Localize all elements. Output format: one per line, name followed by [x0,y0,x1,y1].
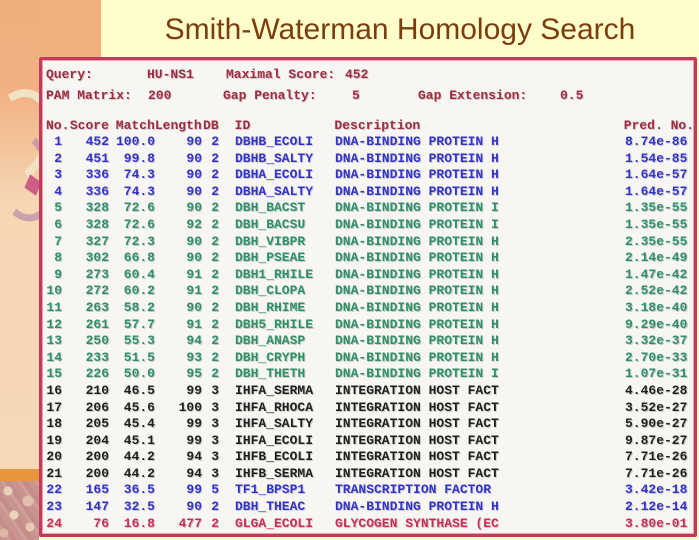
cell-match: 72.6 [123,200,155,216]
header-cell-pred: Pred. No. [623,118,694,133]
cell-pred: 5.90e-27 [625,416,688,432]
cell-score: 302 [85,250,109,266]
cell-desc: TRANSCRIPTION FACTOR [335,482,492,498]
cell-match: 45.4 [123,416,155,432]
cell-db: 2 [211,499,219,515]
cell-db: 2 [211,167,219,183]
cell-match: 16.8 [123,515,155,531]
table-row [46,184,694,201]
page-title: Smith-Waterman Homology Search [164,13,636,46]
cell-length: 92 [186,216,202,232]
cell-desc: DNA-BINDING PROTEIN H [335,183,499,199]
cell-desc: INTEGRATION HOST FACT [335,416,499,432]
cell-score: 452 [85,134,109,149]
cell-pred: 1.64e-57 [625,183,688,199]
cell-db: 2 [211,515,219,531]
cell-id: IHFB_ECOLI [235,449,314,465]
cell-id: GLGA_ECOLI [235,515,314,531]
cell-id: DBH_BACSU [235,216,306,232]
cell-length: 91 [186,266,202,282]
cell-desc: DNA-BINDING PROTEIN H [335,233,499,249]
left-decor-band [0,0,39,540]
cell-pred: 8.74e-86 [625,134,688,149]
header-cell-desc: Description [334,118,421,133]
cell-score: 336 [85,183,109,199]
cell-no: 19 [46,432,62,448]
cell-desc: INTEGRATION HOST FACT [335,432,499,448]
cell-score: 204 [85,432,109,448]
cell-length: 99 [186,382,202,398]
cell-score: 328 [85,200,109,216]
table-row [46,466,694,483]
query-value: HU-NS1 [147,67,194,82]
params-line [46,85,694,106]
cell-desc: DNA-BINDING PROTEIN H [335,333,499,349]
cell-length: 99 [186,432,202,448]
cell-id: DBHA_SALTY [235,183,314,199]
cell-desc: INTEGRATION HOST FACT [335,465,499,481]
cell-db: 5 [211,482,219,498]
cell-pred: 3.18e-40 [625,299,688,315]
cell-pred: 1.35e-55 [625,216,688,232]
cell-length: 99 [186,482,202,498]
cell-score: 200 [85,449,109,465]
cell-desc: DNA-BINDING PROTEIN I [335,200,499,216]
cell-id: IHFA_ECOLI [235,432,314,448]
cell-score: 328 [85,216,109,232]
cell-id: DBH_RHIME [235,299,306,315]
table-header-row [46,117,694,134]
cell-no: 12 [46,316,62,332]
cell-no: 22 [46,482,62,498]
cell-length: 91 [186,283,202,299]
cell-db: 3 [211,399,219,415]
cell-length: 90 [186,134,202,149]
cell-score: 263 [85,299,109,315]
cell-match: 74.3 [123,167,155,183]
cell-db: 2 [211,283,219,299]
cell-no: 13 [46,333,62,349]
cell-length: 93 [186,349,202,365]
table-row [46,250,694,267]
table-row [46,217,694,234]
results-panel [39,57,697,537]
cell-no: 17 [46,399,62,415]
table-row [46,449,694,466]
cell-desc: INTEGRATION HOST FACT [335,449,499,465]
cell-db: 2 [211,183,219,199]
cell-no: 15 [46,366,62,382]
cell-desc: DNA-BINDING PROTEIN H [335,167,499,183]
cell-pred: 2.70e-33 [625,349,688,365]
cell-id: DBH_PSEAE [235,250,306,266]
cell-id: DBH_VIBPR [235,233,306,249]
cell-db: 2 [211,233,219,249]
cell-pred: 1.07e-31 [625,366,688,382]
cell-pred: 1.64e-57 [625,167,688,183]
cell-no: 11 [46,299,62,315]
cell-no: 10 [46,283,62,299]
cell-match: 32.5 [123,499,155,515]
cell-pred: 1.35e-55 [625,200,688,216]
table-row [46,200,694,217]
cell-desc: GLYCOGEN SYNTHASE (EC [335,515,499,531]
cell-desc: DNA-BINDING PROTEIN H [335,283,499,299]
cell-db: 2 [211,349,219,365]
cell-no: 5 [54,200,62,216]
cell-score: 76 [93,515,109,531]
cell-db: 2 [211,366,219,382]
cell-length: 91 [186,316,202,332]
cell-id: DBH_THEAC [235,499,306,515]
cell-db: 3 [211,416,219,432]
cell-pred: 7.71e-26 [625,449,688,465]
cell-desc: DNA-BINDING PROTEIN H [335,299,499,315]
cell-match: 99.8 [123,150,155,166]
cell-desc: INTEGRATION HOST FACT [335,399,499,415]
cell-no: 8 [54,250,62,266]
cell-id: DBHB_ECOLI [235,134,314,149]
cell-score: 147 [85,499,109,515]
cell-pred: 3.42e-18 [625,482,688,498]
cell-id: DBHB_SALTY [235,150,314,166]
table-row [46,499,694,516]
pam-label: PAM Matrix: [46,88,132,103]
cell-match: 60.4 [123,266,155,282]
cell-id: DBH_BACST [235,200,306,216]
cell-length: 90 [186,200,202,216]
cell-match: 44.2 [123,449,155,465]
cell-no: 18 [46,416,62,432]
cell-db: 2 [211,200,219,216]
cell-length: 94 [186,465,202,481]
cell-desc: INTEGRATION HOST FACT [335,382,499,398]
query-line [46,64,694,85]
max-score-label: Maximal Score: [226,67,336,82]
cell-pred: 3.80e-01 [625,515,688,531]
cell-id: DBH_CLOPA [235,283,306,299]
table-row [46,317,694,334]
cell-desc: DNA-BINDING PROTEIN H [335,266,499,282]
cell-pred: 7.71e-26 [625,465,688,481]
cell-length: 90 [186,499,202,515]
header-cell-id: ID [234,118,251,133]
cell-length: 95 [186,366,202,382]
cell-no: 1 [54,134,62,149]
gap-ext-value: 0.5 [560,88,584,103]
query-label: Query: [46,67,93,82]
cell-length: 90 [186,233,202,249]
cell-db: 3 [211,465,219,481]
cell-match: 58.2 [123,299,155,315]
cell-no: 7 [54,233,62,249]
cell-pred: 4.46e-28 [625,382,688,398]
cell-desc: DNA-BINDING PROTEIN H [335,250,499,266]
cell-db: 3 [211,449,219,465]
cell-match: 57.7 [123,316,155,332]
cell-match: 72.3 [123,233,155,249]
cell-pred: 1.47e-42 [625,266,688,282]
cell-score: 336 [85,167,109,183]
cell-match: 55.3 [123,333,155,349]
cell-score: 206 [85,399,109,415]
cell-db: 2 [211,134,219,149]
table-row [46,516,694,533]
cell-length: 90 [186,250,202,266]
cell-match: 45.6 [123,399,155,415]
cell-id: TF1_BPSP1 [235,482,306,498]
cell-db: 2 [211,250,219,266]
cell-score: 261 [85,316,109,332]
cell-no: 2 [54,150,62,166]
cell-match: 60.2 [123,283,155,299]
cell-match: 46.5 [123,382,155,398]
cell-db: 2 [211,299,219,315]
floral-pattern [0,481,39,540]
table-row [46,433,694,450]
cell-id: IHFA_SALTY [235,416,314,432]
orange-stripe [0,469,39,481]
cell-no: 23 [46,499,62,515]
table-row [46,134,694,151]
cell-no: 20 [46,449,62,465]
cell-score: 233 [85,349,109,365]
cell-desc: DNA-BINDING PROTEIN I [335,216,499,232]
cell-score: 200 [85,465,109,481]
pam-value: 200 [148,88,172,103]
table-row [46,267,694,284]
table-row [46,366,694,383]
cell-pred: 2.14e-49 [625,250,688,266]
cell-no: 14 [46,349,62,365]
cell-pred: 2.52e-42 [625,283,688,299]
gap-penalty-label: Gap Penalty: [223,88,317,103]
cell-desc: DNA-BINDING PROTEIN H [335,349,499,365]
cell-match: 51.5 [123,349,155,365]
cell-id: DBH_ANASP [235,333,306,349]
table-row [46,383,694,400]
cell-match: 44.2 [123,465,155,481]
table-row [46,283,694,300]
cell-id: IHFA_SERMA [235,382,314,398]
cell-score: 273 [85,266,109,282]
cell-length: 94 [186,333,202,349]
table-row [46,151,694,168]
cell-desc: DNA-BINDING PROTEIN I [335,366,499,382]
table-row [46,400,694,417]
cell-match: 100.0 [115,134,155,149]
cell-desc: DNA-BINDING PROTEIN H [335,150,499,166]
header-cell-match: Match [115,118,155,133]
table-row [46,482,694,499]
cell-db: 2 [211,333,219,349]
table-row [46,350,694,367]
cell-no: 9 [54,266,62,282]
cell-match: 66.8 [123,250,155,266]
header-cell-db: DB [203,118,219,133]
cell-pred: 3.52e-27 [625,399,688,415]
table-row [46,333,694,350]
spacer [46,106,694,117]
cell-db: 3 [211,432,219,448]
cell-pred: 9.29e-40 [625,316,688,332]
cell-length: 90 [186,167,202,183]
cell-pred: 2.35e-55 [625,233,688,249]
cell-match: 72.6 [123,216,155,232]
cell-score: 210 [85,382,109,398]
cell-match: 36.5 [123,482,155,498]
cell-length: 90 [186,299,202,315]
cell-desc: DNA-BINDING PROTEIN H [335,499,499,515]
gap-ext-label: Gap Extension: [418,88,528,103]
cell-desc: DNA-BINDING PROTEIN H [335,134,499,149]
cell-db: 3 [211,382,219,398]
cell-length: 100 [178,399,202,415]
cell-db: 2 [211,150,219,166]
cell-no: 24 [46,515,62,531]
cell-id: IHFA_RHOCA [235,399,314,415]
cell-match: 74.3 [123,183,155,199]
cell-id: IHFB_SERMA [235,465,314,481]
header-cell-no: No. [46,118,70,133]
cell-db: 2 [211,266,219,282]
cell-id: DBH1_RHILE [235,266,314,282]
cell-id: DBH_THETH [235,366,306,382]
results-table [46,134,694,532]
cell-desc: DNA-BINDING PROTEIN H [335,316,499,332]
cell-match: 50.0 [123,366,155,382]
max-score-value: 452 [345,67,369,82]
cell-score: 205 [85,416,109,432]
cell-length: 477 [178,515,202,531]
cell-score: 451 [85,150,109,166]
cell-id: DBH_CRYPH [235,349,306,365]
cell-no: 4 [54,183,62,199]
table-row [46,167,694,184]
cell-length: 90 [186,150,202,166]
cell-pred: 3.32e-37 [625,333,688,349]
cell-db: 2 [211,316,219,332]
header-cell-length: Length [154,118,202,133]
cell-id: DBHA_ECOLI [235,167,314,183]
table-row [46,234,694,251]
cell-score: 250 [85,333,109,349]
gap-penalty-value: 5 [352,88,360,103]
cell-score: 226 [85,366,109,382]
cell-no: 6 [54,216,62,232]
cell-no: 3 [54,167,62,183]
cell-score: 272 [85,283,109,299]
cell-pred: 1.54e-85 [625,150,688,166]
cell-match: 45.1 [123,432,155,448]
table-row [46,300,694,317]
header-cell-score: Score [69,118,109,133]
cell-id: DBH5_RHILE [235,316,314,332]
cell-length: 94 [186,449,202,465]
cell-score: 165 [85,482,109,498]
cell-score: 327 [85,233,109,249]
cell-pred: 2.12e-14 [625,499,688,515]
cell-length: 90 [186,183,202,199]
table-row [46,416,694,433]
cell-length: 99 [186,416,202,432]
cell-no: 21 [46,465,62,481]
cell-no: 16 [46,382,62,398]
cell-pred: 9.87e-27 [625,432,688,448]
cell-db: 2 [211,216,219,232]
